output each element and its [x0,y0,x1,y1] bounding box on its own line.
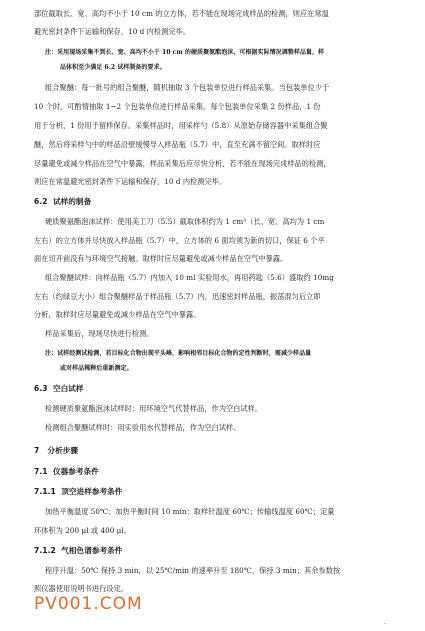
section-title: 分析步骤 [47,446,79,455]
rigid-foam-line-2: 左右）的立方体并尽快放入样品瓶（5.7）中，立方体的 6 面均须为新的切口，保证 6 个平 [34,236,325,245]
intro-line-2: 避光密封条件下运输和保存，10 d 内检测完毕。 [34,27,191,36]
combined-line-6: 则应在常温避光密封条件下运输和保存，10 d 内检测完毕。 [34,177,227,186]
section-number: 7.1.2 [34,546,56,555]
polyether-line-4: 样品采集后，现场尽快进行检测。 [45,329,154,338]
watermark-logo: PV001.COM [34,594,143,614]
headspace-line-2: 环体积为 200 μl 或 400 μl。 [34,526,131,535]
section-7-1-heading [34,467,99,476]
section-title: 空白试样 [53,384,84,393]
rigid-foam-line-3: 面在切开前没有与环境空气接触。取样时应尽量避免或减少样品在空气中暴露。 [34,254,288,263]
note-1-line-2: 品体积至少满足 6.2 试样制备的要求。 [60,64,166,71]
combined-line-3: 用于分析，1 份用于留样保存。采集样品时，用采样勺（5.8）从原始存储容器中采集组合聚 [34,121,328,130]
combined-line-5: 尽量避免或减少样品在空气中暴露，样品采集后应尽快分析，若不能在现场完成样品的检测， [34,159,331,168]
section-title: 仪器参考条件 [53,467,99,476]
intro-line-1: 部位截取长、宽、高均不小于 10 cm 的立方体，若不能在现场完成样品的检测，则应在常温 [34,9,329,18]
polyether-line-3: 分析，取样时应尽量避免或减少样品在空气中暴露。 [34,310,201,319]
section-title: 试样的制备 [53,197,92,206]
section-6-3-heading [34,384,84,393]
section-7-1-2-heading [34,546,122,555]
section-7-heading [34,446,78,455]
section-number: 7.1 [34,467,48,476]
section-title: 顶空进样参考条件 [61,487,123,496]
polyether-line-2: 左右（约绿豆大小）组合聚醚样品于样品瓶（5.7）内，迅速密封样品瓶，振荡混匀后立即 [34,292,321,301]
note-2-line-2: 或对样品稀释后重新测定。 [60,365,133,372]
polyether-line-1: 组合聚醚试样：向样品瓶（5.7）内加入 10 ml 实验用水，再用药匙（5.6）盛取约 10mg [45,273,334,282]
note-2-line-1: 注：试样经测试检测，若目标化合物出现平头峰，影响相邻目标化合物的定性判断时，需减少样品量 [45,350,312,357]
combined-line-2: 10 个时，可酌情抽取 1~2 个包装单位进行样品采集。每个包装单位采集 2 份样品，1 份 [34,102,321,111]
rigid-foam-line-1: 硬质聚氨酯泡沫试样：使用美工刀（5.5）截取体积约为 1 cm³（长、宽、高均为 1 cm [45,217,325,226]
combined-line-4: 醚，然后将采样勺中的样品沿壁缓慢导入样品瓶（5.7）中，直至充满不留空间。取样时应 [34,140,321,149]
section-number: 6.2 [34,197,48,206]
headspace-line-1: 加热平衡温度 50℃；加热平衡时间 10 min；取样针温度 60℃；传输线温度 60℃；定量 [45,507,335,516]
gc-line-1: 程序升温：50℃ 保持 3 min，以 25℃/min 的速率升至 180℃，保持 3 min；其余参数按 [45,566,341,575]
page-corner-mark: · [384,621,386,628]
section-number: 7.1.1 [34,487,56,496]
section-title: 气相色谱参考条件 [61,546,123,555]
section-number: 6.3 [34,384,48,393]
section-number: 7 [34,446,40,455]
note-1-line-1: 注：采用现场采集不到长、宽、高均不小于 10 cm 的硬质聚氨酯泡沫，可根据实际情况调整样品量，样 [45,49,325,56]
section-7-1-1-heading [34,487,122,496]
blank-line-1: 检测硬质聚氨酯泡沫试样时：用环境空气代替样品，作为空白试样。 [45,404,263,413]
gc-line-2: 照仪器使用说明书进行设定。 [34,584,129,593]
blank-line-2: 检测组合聚醚试样时：用实验用水代替样品，作为空白试样。 [45,423,241,432]
section-6-2-heading [34,197,91,206]
combined-line-1: 组合聚醚：每一批号的组合聚醚，随机抽取 3 个包装单位进行样品采集。当包装单位少于 [45,83,330,92]
